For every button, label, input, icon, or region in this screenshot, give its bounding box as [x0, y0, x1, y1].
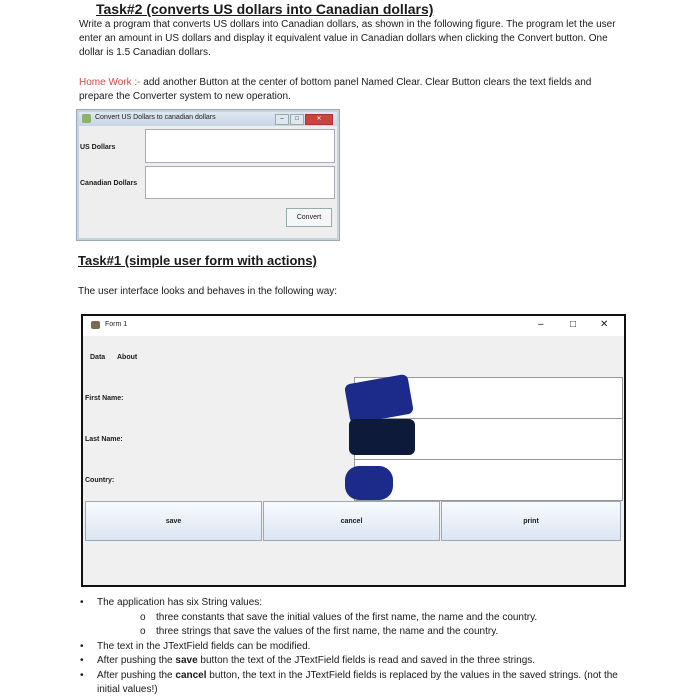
menu-about[interactable]: About	[117, 354, 138, 361]
list-item-text: button the text of the JTextField fields is read and saved in the three strings.	[197, 655, 536, 666]
redaction-scribble	[349, 419, 415, 455]
maximize-button[interactable]: □	[290, 114, 304, 125]
print-button[interactable]: print	[441, 501, 621, 541]
minimize-button[interactable]: –	[538, 319, 544, 330]
list-item-text: After pushing the	[97, 655, 176, 666]
list-item: • The application has six String values:	[80, 597, 263, 608]
country-field[interactable]	[354, 459, 623, 501]
java-app-icon	[91, 321, 100, 329]
minimize-button[interactable]: –	[275, 114, 289, 125]
list-item: o three constants that save the initial values of the first name, the name and the country.	[140, 611, 538, 623]
canadian-dollars-field[interactable]	[145, 166, 335, 199]
list-item-text: After pushing the	[97, 669, 176, 681]
homework-text: add another Button at the center of bottom panel Named Clear. Clear Button clears the text fields and prepare the Converter system to new operation.	[79, 77, 592, 102]
list-item: • After pushing the cancel button, the text in the JTextField fields is replaced by the values in the saved strings. (not the initial values!)	[80, 669, 618, 695]
list-item-text: button, the text in the JTextField fields is replaced by the values in the saved strings. (not the initial values!)	[97, 669, 618, 695]
first-name-label: First Name:	[85, 395, 124, 402]
homework-label: Home Work :-	[79, 77, 141, 88]
canadian-dollars-label: Canadian Dollars	[80, 180, 138, 187]
task2-description: Write a program that converts US dollars into Canadian dollars, as shown in the following figure. The program let the user enter an amount in US dollars and display it equivalent value in Canadian dollars when clicking the Convert button. One dollar is 1.5 Canadian dollars.	[79, 19, 616, 58]
list-item-text: three strings that save the values of the first name, the name and the country.	[156, 626, 499, 637]
us-dollars-field[interactable]	[145, 129, 335, 163]
list-item: • The text in the JTextField fields can be modified.	[80, 640, 311, 652]
list-item: o three strings that save the values of the first name, the name and the country.	[140, 626, 499, 637]
list-item-bold: cancel	[175, 669, 207, 681]
java-app-icon	[82, 114, 91, 123]
homework-note	[79, 76, 619, 104]
list-item: • After pushing the save button the text of the JTextField fields is read and saved in the three strings.	[80, 655, 536, 666]
menu-data[interactable]: Data	[90, 354, 106, 361]
cancel-button[interactable]: cancel	[263, 501, 440, 541]
redaction-scribble	[345, 466, 393, 500]
maximize-button[interactable]: □	[570, 319, 577, 330]
list-item-text: The application has six String values:	[97, 597, 263, 608]
close-button[interactable]: ✕	[600, 319, 609, 330]
form-window	[81, 314, 626, 587]
form-title: Form 1	[105, 321, 128, 328]
list-item-text: three constants that save the initial values of the first name, the name and the country.	[156, 611, 538, 623]
task2-title: Task#2 (converts US dollars into Canadian dollars)	[96, 1, 434, 17]
converter-titlebar	[79, 112, 337, 126]
converter-window	[76, 109, 340, 241]
task1-intro: The user interface looks and behaves in the following way:	[78, 286, 338, 297]
list-item-bold: save	[175, 655, 198, 666]
task1-title: Task#1 (simple user form with actions)	[78, 253, 317, 268]
save-button[interactable]: save	[85, 501, 262, 541]
menu-bar	[83, 336, 624, 380]
last-name-label: Last Name:	[85, 436, 123, 443]
list-item-text: The text in the JTextField fields can be modified.	[97, 640, 311, 652]
country-label: Country:	[85, 477, 115, 484]
requirements-list	[80, 596, 620, 698]
us-dollars-label: US Dollars	[80, 144, 116, 151]
converter-title: Convert US Dollars to canadian dollars	[95, 114, 216, 121]
form-titlebar	[83, 316, 624, 336]
convert-button[interactable]: Convert	[286, 208, 332, 227]
close-button[interactable]: ✕	[305, 114, 333, 125]
